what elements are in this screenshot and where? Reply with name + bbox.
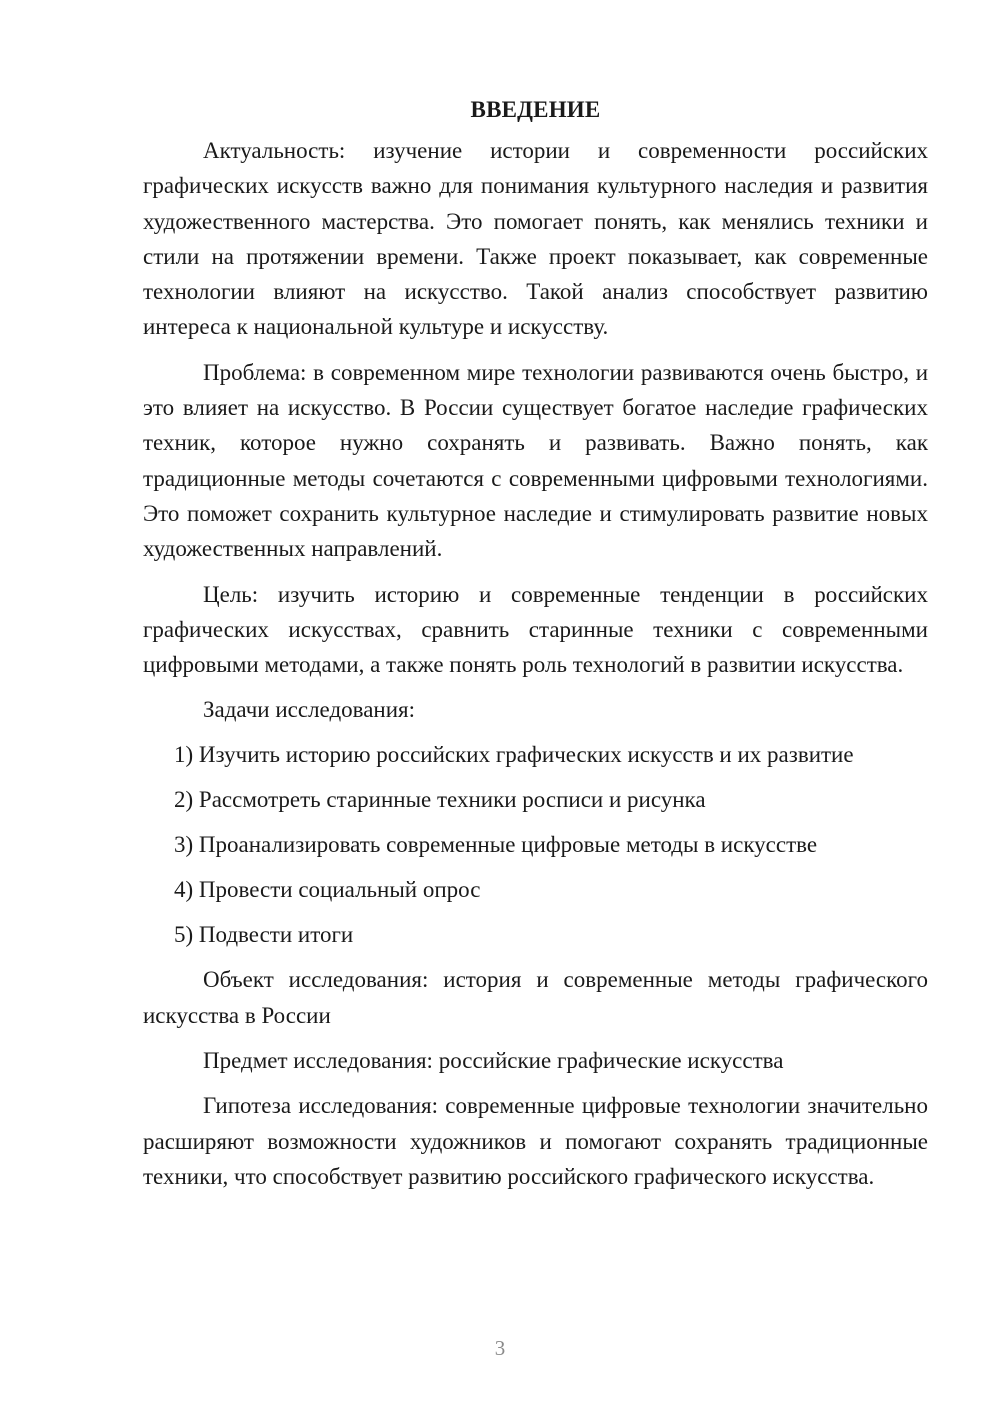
task-item: 3) Проанализировать современные цифровые методы в искусстве: [174, 832, 818, 858]
goal-paragraph: Цель: изучить историю и современные тенденции в российских графических искусствах, сравнить старинные техники с современными цифровыми методами, а также понять роль технологий в развитии искусства.: [143, 581, 928, 678]
task-item: 2) Рассмотреть старинные техники росписи и рисунка: [174, 787, 706, 813]
tasks-heading: Задачи исследования:: [203, 697, 416, 723]
subject-paragraph: Предмет исследования: российские графические искусства: [203, 1048, 784, 1074]
document-page: [143, 92, 928, 1204]
object-paragraph: Объект исследования: история и современные методы графического искусства в России: [143, 967, 928, 1028]
hypothesis-paragraph: Гипотеза исследования: современные цифровые технологии значительно расширяют возможности художников и помогают сохранять традиционные техники, что способствует развитию российского графического искусства.: [143, 1093, 928, 1189]
problem-paragraph: Проблема: в современном мире технологии развиваются очень быстро, и это влияет на искусство. В России существует богатое наследие графических техник, которое нужно сохранять и развивать. Важно понять, как традиционные методы сочетаются с современными цифровыми технологиями. Это поможет сохранить культурное наследие и стимулировать развитие новых художественных направлений.: [143, 359, 928, 562]
relevance-paragraph: Актуальность: изучение истории и современности российских графических искусств важно для понимания культурного наследия и развития художественного мастерства. Это помогает понять, как менялись техники и стили на протяжении времени. Также проект показывает, как современные технологии влияют на искусство. Такой анализ способствует развитию интереса к национальной культуре и искусству.: [143, 138, 928, 340]
section-title: ВВЕДЕНИЕ: [470, 97, 601, 122]
task-item: 5) Подвести итоги: [174, 922, 354, 948]
task-item: 4) Провести социальный опрос: [174, 877, 481, 903]
task-item: 1) Изучить историю российских графических искусств и их развитие: [174, 742, 854, 768]
tasks-list: [143, 737, 928, 952]
page-number: 3: [494, 1336, 506, 1360]
